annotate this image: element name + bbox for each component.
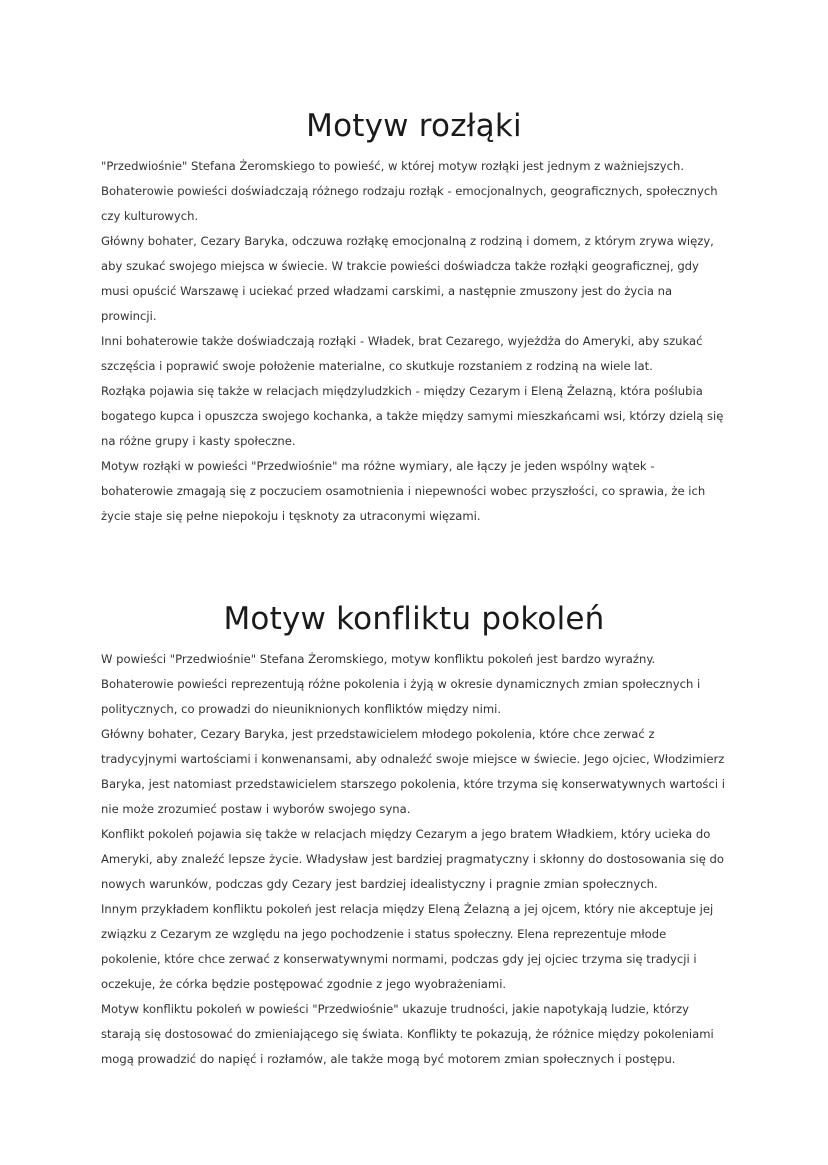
paragraph: "Przedwiośnie" Stefana Żeromskiego to powieść, w której motyw rozłąki jest jednym z ważniejszych. Bohaterowie powieści doświadczają różnego rodzaju rozłąk - emocjonalnych, geograficznych, społecznych czy kulturowych. [101, 159, 718, 223]
paragraph: Motyw rozłąki w powieści "Przedwiośnie" ma różne wymiary, ale łączy je jeden wspólny wątek - bohaterowie zmagają się z poczuciem osamotnienia i niepewności wobec przyszłości, co sprawia, że ich życie staje się pełne niepokoju i tęsknoty za utraconymi więzami. [101, 459, 706, 523]
paragraph: Rozłąka pojawia się także w relacjach międzyludzkich - między Cezarym i Eleną Żelazną, która poślubia bogatego kupca i opuszcza swojego kochanka, a także między samymi mieszkańcami wsi, którzy dzielą się na różne grupy i kasty społeczne. [101, 384, 724, 448]
paragraph: Główny bohater, Cezary Baryka, odczuwa rozłąkę emocjonalną z rodziną i domem, z którym zrywa więzy, aby szukać swojego miejsca w świecie. W trakcie powieści doświadcza także rozłąki geograficznej, gdy musi opuścić Warszawę i uciekać przed władzami carskimi, a następnie zmuszony jest do życia na prowincji. [101, 234, 714, 323]
paragraph: Innym przykładem konfliktu pokoleń jest relacja między Eleną Żelazną a jej ojcem, który nie akceptuje jej związku z Cezarym ze względu na jego pochodzenie i status społeczny. Elena reprezentuje młode pokolenie, które chce zerwać z konserwatywnymi normami, podczas gdy jej ojciec trzyma się tradycji i oczekuje, że córka będzie postępować zgodnie z jego wyobrażeniami. [101, 902, 714, 991]
paragraph: W powieści "Przedwiośnie" Stefana Żeromskiego, motyw konfliktu pokoleń jest bardzo wyraźny. Bohaterowie powieści reprezentują różne pokolenia i żyją w okresie dynamicznych zmian społecznych i politycznych, co prowadzi do nieuniknionych konfliktów między nimi. [101, 652, 701, 716]
paragraph: Motyw konfliktu pokoleń w powieści "Przedwiośnie" ukazuje trudności, jakie napotykają ludzie, którzy starają się dostosować do zmieniającego się świata. Konflikty te pokazują, że różnice między pokoleniami mogą prowadzić do napięć i rozłamów, ale także mogą być motorem zmian społecznych i postępu. [101, 1002, 714, 1066]
section-title: Motyw rozłąki [306, 108, 522, 144]
paragraph: Główny bohater, Cezary Baryka, jest przedstawicielem młodego pokolenia, które chce zerwać z tradycyjnymi wartościami i konwenansami, aby odnaleźć swoje miejsce w świecie. Jego ojciec, Włodzimierz Baryka, jest natomiast przedstawicielem starszego pokolenia, które trzyma się konserwatywnych wartości i nie może zrozumieć postaw i wyborów swojego syna. [101, 727, 725, 816]
paragraph: Inni bohaterowie także doświadczają rozłąki - Władek, brat Cezarego, wyjeżdża do Ameryki, aby szukać szczęścia i poprawić swoje położenie materialne, co skutkuje rozstaniem z rodziną na wiele lat. [101, 334, 703, 373]
section-motyw-rozlaki [101, 104, 727, 529]
section-title: Motyw konfliktu pokoleń [223, 601, 605, 637]
section-motyw-konfliktu-pokolen [101, 597, 727, 1072]
paragraph: Konflikt pokoleń pojawia się także w relacjach między Cezarym a jego bratem Władkiem, który ucieka do Ameryki, aby znaleźć lepsze życie. Władysław jest bardziej pragmatyczny i skłonny do dostosowania się do nowych warunków, podczas gdy Cezary jest bardziej idealistyczny i pragnie zmian społecznych. [101, 827, 725, 891]
